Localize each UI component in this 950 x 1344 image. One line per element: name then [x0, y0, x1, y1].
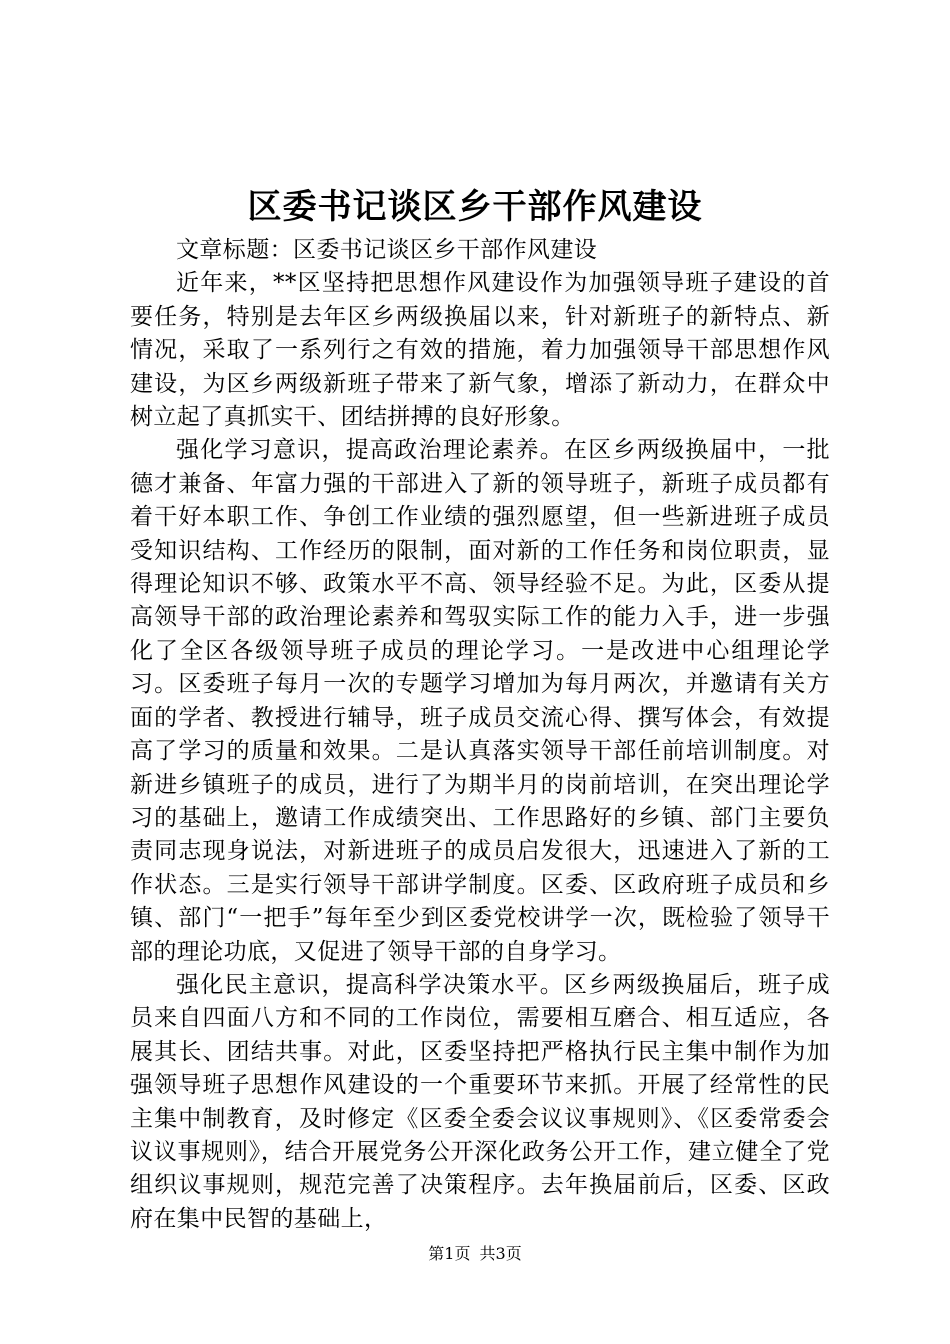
document-title: 区委书记谈区乡干部作风建设 — [247, 187, 703, 227]
document-body — [130, 234, 830, 1236]
page-total: 共3页 — [479, 1244, 522, 1263]
paragraph-article-heading: 文章标题：区委书记谈区乡干部作风建设 — [176, 237, 598, 263]
paragraph-intro: 近年来，**区坚持把思想作风建设作为加强领导班子建设的首要任务，特别是去年区乡两级换届以来，针对新班子的新特点、新情况，采取了一系列行之有效的措施，着力加强领导干部思想作风建设，为区乡两级新班子带来了新气象，增添了新动力，在群众中树立起了真抓实干、团结拼搏的良好形象。 — [130, 270, 830, 431]
page-number: 第1页 — [428, 1244, 471, 1263]
page-footer — [0, 1243, 950, 1265]
paragraph-democracy-awareness: 强化民主意识，提高科学决策水平。区乡两级换届后，班子成员来自四面八方和不同的工作岗位，需要相互磨合、相互适应，各展其长、团结共事。对此，区委坚持把严格执行民主集中制作为加强领导班子思想作风建设的一个重要环节来抓。开展了经常性的民主集中制教育，及时修定《区委全委会议议事规则》、《区委常委会议议事规则》，结合开展党务公开深化政务公开工作，建立健全了党组织议事规则，规范完善了决策程序。去年换届前后，区委、区政府在集中民智的基础上， — [130, 971, 830, 1232]
paragraph-study-awareness: 强化学习意识，提高政治理论素养。在区乡两级换届中，一批德才兼备、年富力强的干部进入了新的领导班子，新班子成员都有着干好本职工作、争创工作业绩的强烈愿望，但一些新进班子成员受知识结构、工作经历的限制，面对新的工作任务和岗位职责，显得理论知识不够、政策水平不高、领导经验不足。为此，区委从提高领导干部的政治理论素养和驾驭实际工作的能力入手，进一步强化了全区各级领导班子成员的理论学习。一是改进中心组理论学习。区委班子每月一次的专题学习增加为每月两次，并邀请有关方面的学者、教授进行辅导，班子成员交流心得、撰写体会，有效提高了学习的质量和效果。二是认真落实领导干部任前培训制度。对新进乡镇班子的成员，进行了为期半月的岗前培训，在突出理论学习的基础上，邀请工作成绩突出、工作思路好的乡镇、部门主要负责同志现身说法，对新进班子的成员启发很大，迅速进入了新的工作状态。三是实行领导干部讲学制度。区委、区政府班子成员和乡镇、部门“一把手”每年至少到区委党校讲学一次，既检验了领导干部的理论功底，又促进了领导干部的自身学习。 — [130, 437, 830, 965]
